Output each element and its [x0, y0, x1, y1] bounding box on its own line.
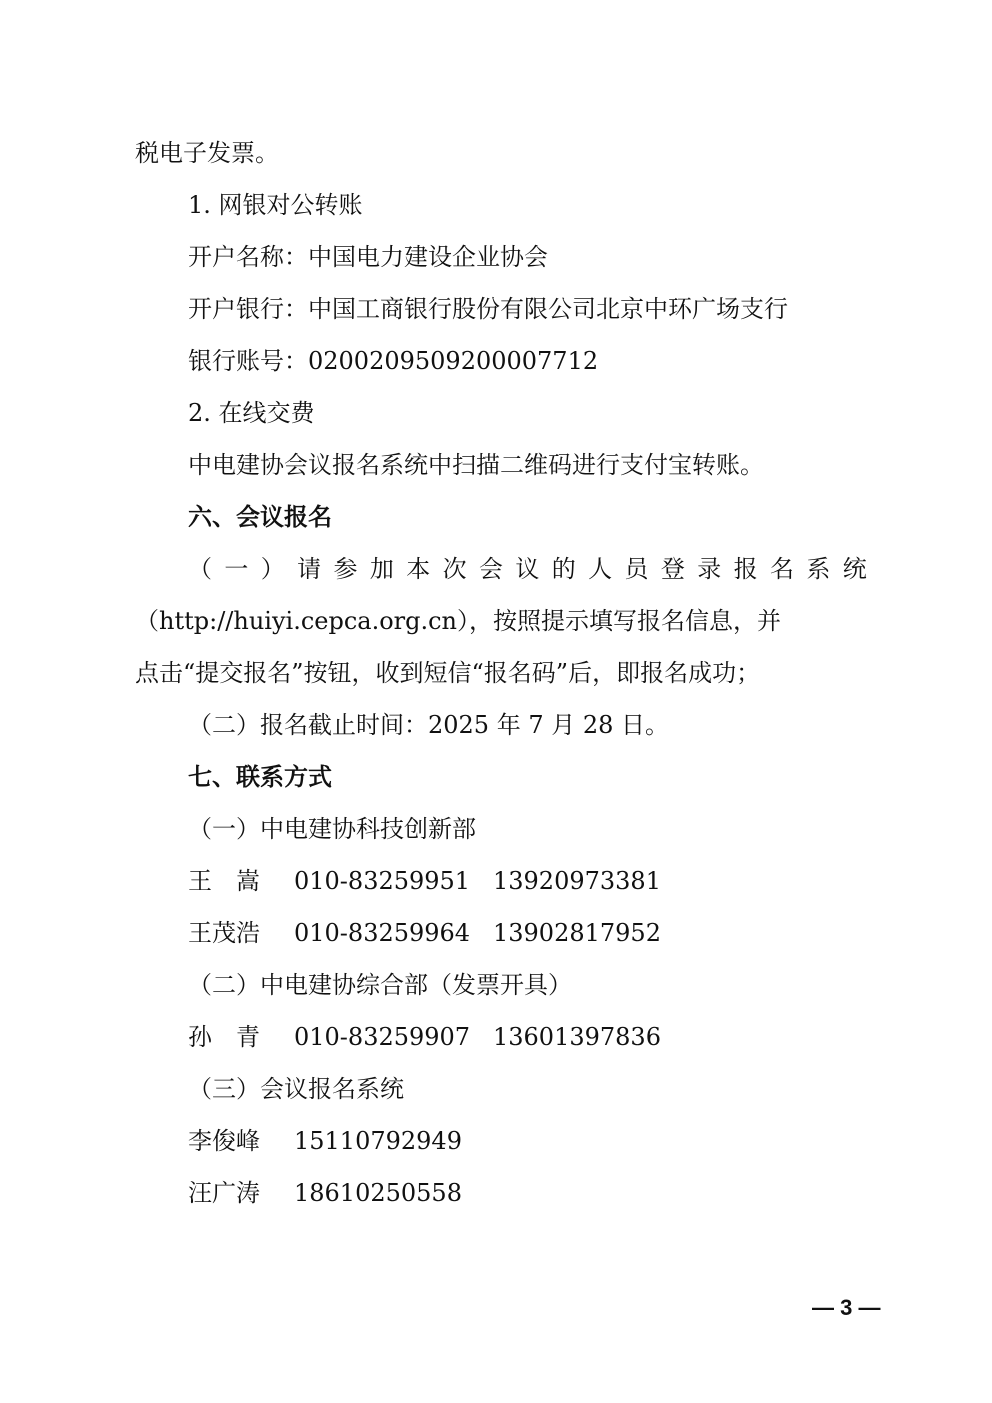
contact-row: [188, 1021, 688, 1053]
justified-char: 加: [369, 555, 394, 583]
justified-char: 系: [806, 555, 831, 583]
contact-group-general-dept: （二）中电建协综合部（发票开具）: [188, 971, 572, 999]
contact-mobile: 13920973381: [493, 867, 661, 895]
contact-row: [188, 865, 688, 897]
contact-row: [188, 1177, 688, 1209]
contact-row: [188, 917, 688, 949]
justified-char: 登: [660, 555, 685, 583]
registration-paragraph-line2: （http://huiyi.cepca.org.cn），按照提示填写报名信息，并: [135, 607, 782, 635]
justified-char: 参: [333, 555, 358, 583]
justified-char: 一: [224, 555, 249, 583]
contact-tel: 010-83259907: [294, 1023, 471, 1051]
contact-name: 王 嵩: [188, 867, 260, 895]
section-heading-contacts: 七、联系方式: [188, 763, 332, 791]
contact-mobile: 15110792949: [294, 1127, 462, 1155]
subheading-bank-transfer: 1. 网银对公转账: [188, 191, 363, 219]
justified-char: 报: [733, 555, 758, 583]
contact-mobile: 13601397836: [493, 1023, 661, 1051]
page-number: — 3 —: [812, 1295, 881, 1320]
account-number: 银行账号：0200209509200007712: [188, 347, 599, 375]
text-line: 税电子发票。: [135, 139, 279, 167]
registration-deadline: （二）报名截止时间：2025 年 7 月 28 日。: [188, 711, 670, 739]
justified-char: 员: [624, 555, 649, 583]
justified-char: 统: [842, 555, 867, 583]
contact-row: [188, 1125, 688, 1157]
contact-mobile: 13902817952: [493, 919, 661, 947]
justified-char: ）: [260, 555, 285, 583]
justified-char: 议: [515, 555, 540, 583]
contact-name: 孙 青: [188, 1023, 260, 1051]
online-payment-text: 中电建协会议报名系统中扫描二维码进行支付宝转账。: [188, 451, 764, 479]
justified-char: 录: [697, 555, 722, 583]
justified-char: 次: [442, 555, 467, 583]
justified-char: 会: [479, 555, 503, 583]
contact-mobile: 18610250558: [294, 1179, 462, 1207]
contact-group-registration-system: （三）会议报名系统: [188, 1075, 404, 1103]
justified-char: 本: [406, 555, 431, 583]
justified-char: 的: [551, 555, 576, 583]
registration-paragraph-line3: 点击“提交报名”按钮，收到短信“报名码”后，即报名成功；: [135, 659, 761, 687]
section-heading-registration: 六、会议报名: [188, 503, 332, 531]
contact-name: 王茂浩: [188, 919, 260, 947]
contact-name: 李俊峰: [188, 1127, 260, 1155]
justified-char: 请: [297, 555, 322, 583]
contact-group-tech-dept: （一）中电建协科技创新部: [188, 815, 476, 843]
justified-char: 人: [588, 555, 613, 583]
account-name: 开户名称：中国电力建设企业协会: [188, 243, 548, 271]
contact-name: 汪广涛: [188, 1179, 260, 1207]
registration-paragraph-line1: [135, 553, 867, 585]
contact-tel: 010-83259951: [294, 867, 471, 895]
subheading-online-payment: 2. 在线交费: [188, 399, 315, 427]
justified-char: （: [188, 555, 212, 583]
contact-tel: 010-83259964: [294, 919, 471, 947]
justified-char: 名: [770, 555, 794, 583]
account-bank: 开户银行：中国工商银行股份有限公司北京中环广场支行: [188, 295, 788, 323]
